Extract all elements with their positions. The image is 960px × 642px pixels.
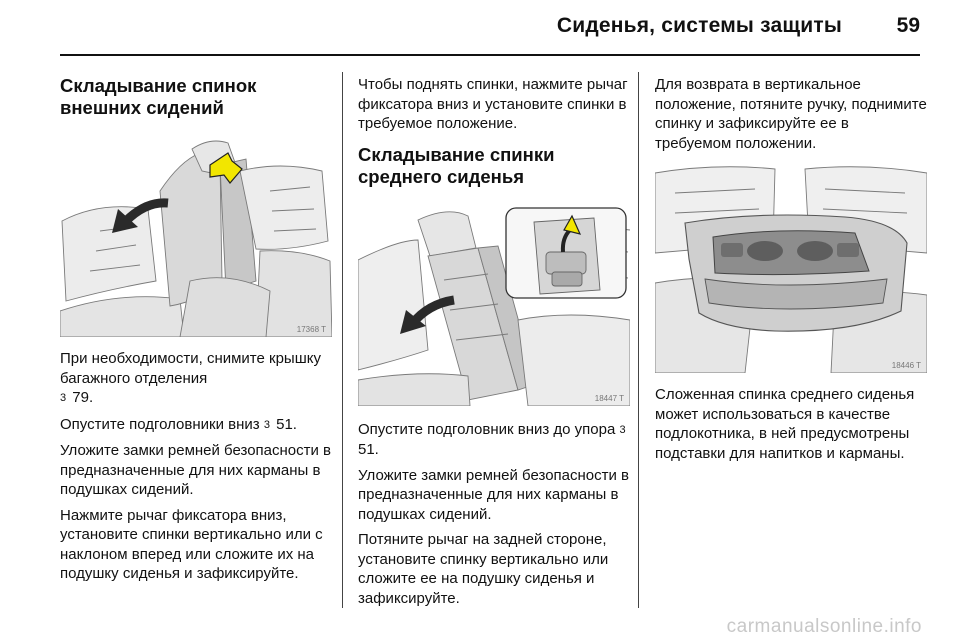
figure-code: 18447 T [594,393,624,403]
figure-middle-seat-fold [358,200,630,406]
page-header [0,0,960,50]
paragraph [60,349,332,409]
paragraph: Уложите замки ремней безопасности в предназначенные для них карманы в подушках сидений. [60,442,332,498]
section-heading: Складывание спинки среднего сиденья [358,143,555,187]
figure-outer-seat-fold [60,131,332,337]
reference-arrow-icon: 3 [619,423,626,436]
figure-code: 17368 T [296,325,326,334]
armrest-illustration [655,163,927,373]
page-title: Сиденья, системы защиты [556,14,842,37]
column-2 [358,75,630,614]
paragraph-text: Опустите подголовник вниз до упора [358,420,616,438]
page-reference[interactable]: 79. [72,389,94,406]
figure-code: 18446 T [891,361,921,370]
column-divider [342,72,343,608]
section-heading: Складывание спинок внешних сидений [60,75,257,118]
paragraph: Сложенная спинка среднего сиденья может использоваться в качестве подлокотника, в ней предусмотрены подставки для напитков и карманы. [655,386,915,462]
paragraph [60,415,332,436]
seat-illustration [60,131,332,337]
paragraph: Чтобы поднять спинки, нажмите рычаг фиксатора вниз и установите спинки в требуемое положение. [358,76,628,132]
figure-armrest [655,163,927,373]
page-number: 59 [896,14,920,37]
page-reference[interactable]: 51. [276,415,297,433]
column-1 [60,75,332,590]
header-rule [60,54,920,56]
page-reference[interactable]: 51. [358,441,379,458]
paragraph-text: Опустите подголовники вниз [60,415,260,433]
column-divider [638,72,639,608]
paragraph [358,420,630,460]
reference-arrow-icon: 3 [60,392,67,404]
paragraph: Потяните рычаг на задней стороне, установите спинку вертикально или сложите ее на подушку сиденья и зафиксируйте. [358,531,609,607]
seat-illustration [358,200,630,406]
footer-watermark: carmanualsonline.info [726,616,922,637]
reference-arrow-icon: 3 [263,418,270,431]
paragraph-text: При необходимости, снимите крышку багажного отделения [60,350,321,387]
paragraph: Нажмите рычаг фиксатора вниз, установите спинки вертикально или с наклоном вперед или сложите их на подушку сиденья и зафиксируйте. [60,506,323,582]
paragraph: Уложите замки ремней безопасности в предназначенные для них карманы в подушках сидений. [358,466,630,523]
paragraph: Для возврата в вертикальное положение, потяните ручку, поднимите спинку и зафиксируйте ее в требуемом положении. [655,76,927,152]
column-3 [655,75,927,469]
